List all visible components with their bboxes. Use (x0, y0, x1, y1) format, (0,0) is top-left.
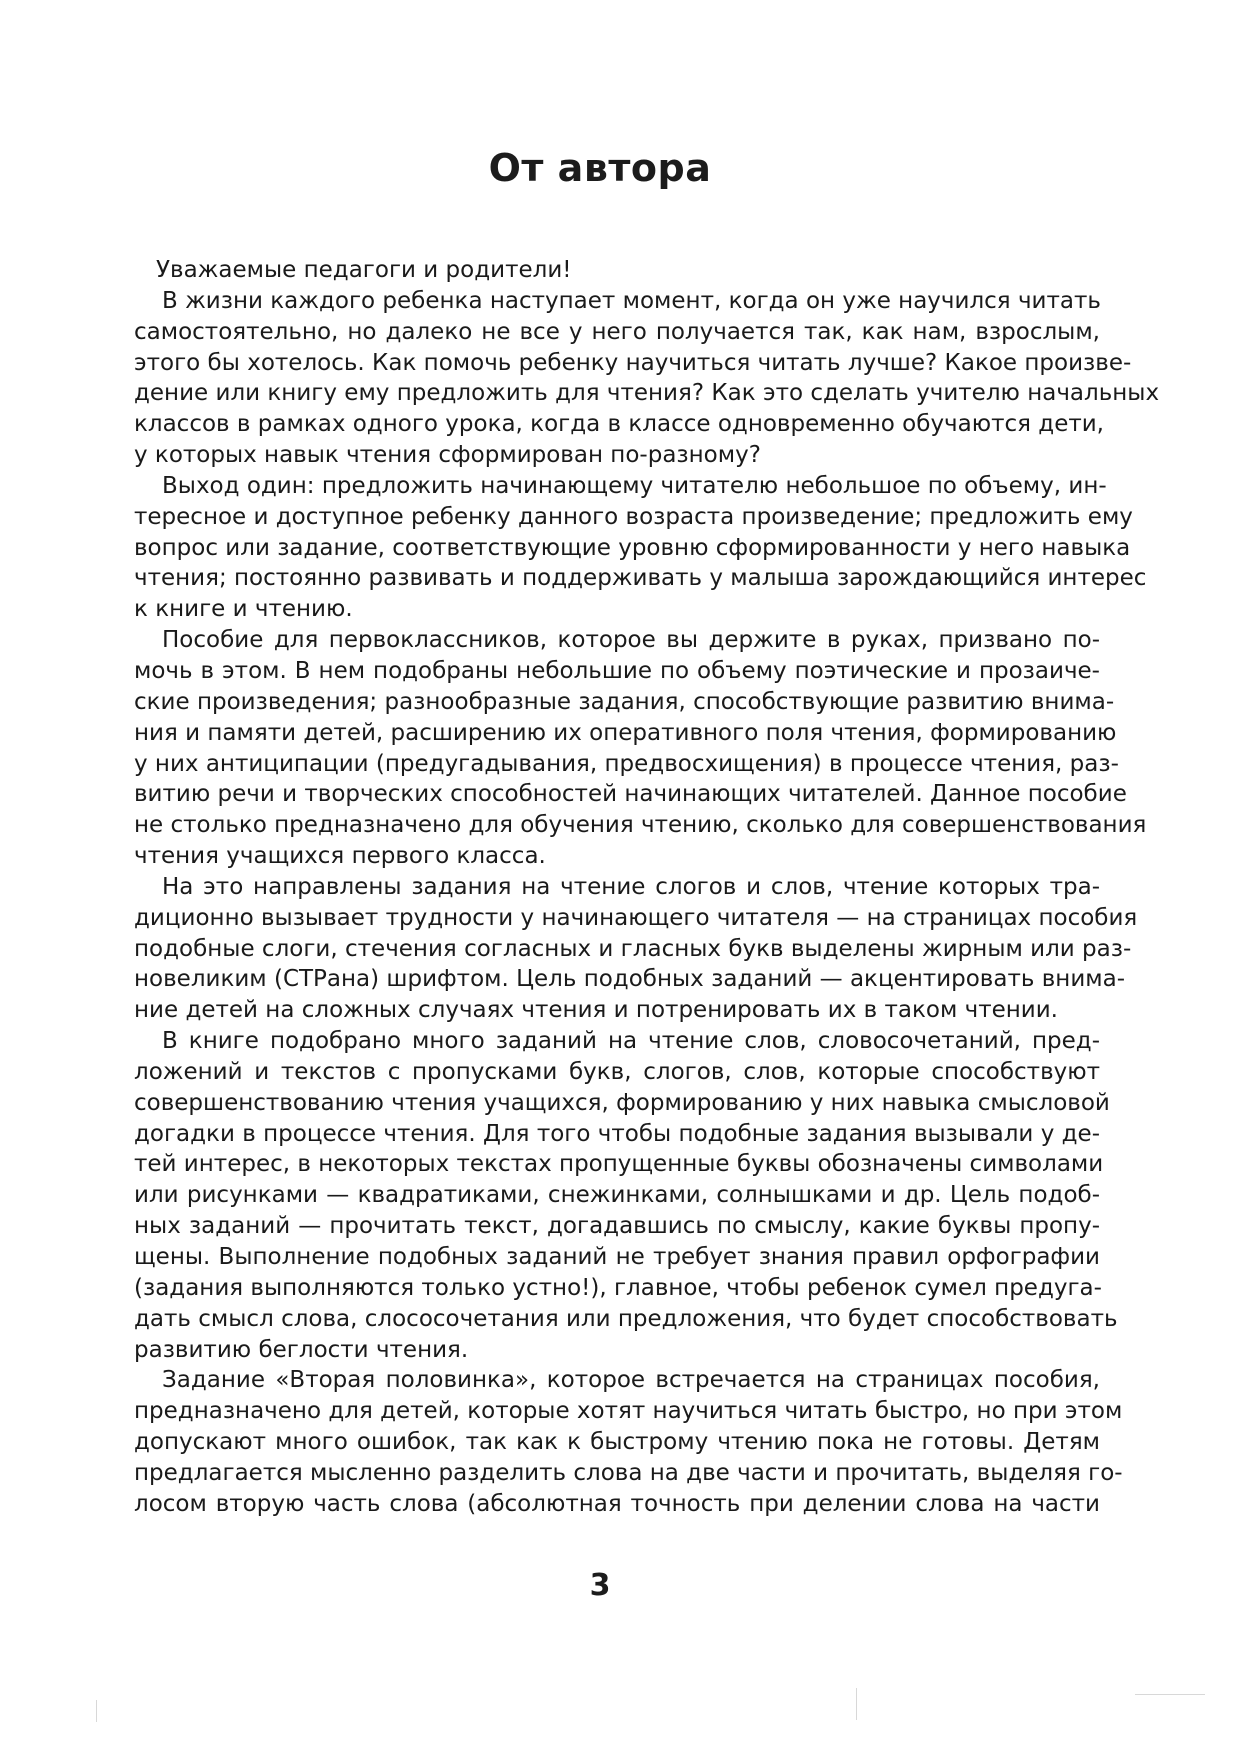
paragraph-3-line-1: Пособие для первоклассников, которое вы держите в руках, призвано по- (162, 627, 1100, 654)
body-text (134, 255, 1160, 1520)
paragraph-2-line-3: вопрос или задание, соответствующие уровню сформированности у него навыка (134, 534, 1131, 561)
paragraph-3-line-4: ния и памяти детей, расширению их оперативного поля чтения, формированию (134, 719, 1117, 746)
paragraph-5-line-5: тей интерес, в некоторых текстах пропущенные буквы обозначены символами (134, 1151, 1104, 1178)
paragraph-2-line-2: тересное и доступное ребенку данного возраста произведение; предложить ему (134, 503, 1133, 530)
paragraph-4-line-5: ние детей на сложных случаях чтения и потренировать их в таком чтении. (134, 997, 1058, 1024)
paragraph-5-line-6: или рисунками — квадратиками, снежинками, солнышками и др. Цель подоб- (134, 1182, 1100, 1209)
paragraph-5-line-1: В книге подобрано много заданий на чтение слов, словосочетаний, пред- (162, 1028, 1100, 1055)
paragraph-6-line-2: предназначено для детей, которые хотят научиться читать быстро, но при этом (134, 1398, 1123, 1425)
greeting-line: Уважаемые педагоги и родители! (156, 257, 572, 283)
paragraph-6-line-5: лосом вторую часть слова (абсолютная точность при делении слова на части (134, 1490, 1100, 1517)
paragraph-5-line-2: ложений и текстов с пропусками букв, слогов, слов, которые способствуют (134, 1058, 1100, 1085)
scan-artifact (1135, 1694, 1205, 1695)
page-number: 3 (589, 1568, 611, 1603)
paragraph-5-line-10: дать смысл слова, слососочетания или предложения, что будет способствовать (134, 1305, 1118, 1332)
paragraph-3-line-3: ские произведения; разнообразные задания, способствующие развитию внима- (134, 688, 1115, 715)
paragraph-4-line-4: новеликим (СТРана) шрифтом. Цель подобных заданий — акцентировать внима- (134, 966, 1126, 993)
paragraph-6-line-4: предлагается мысленно разделить слова на две части и прочитать, выделяя го- (134, 1459, 1123, 1486)
paragraph-1-line-1: В жизни каждого ребенка наступает момент, когда он уже научился читать (162, 287, 1101, 314)
paragraph-6-line-1: Задание «Вторая половинка», которое встречается на страницах пособия, (162, 1367, 1100, 1394)
paragraph-1-line-6: у которых навык чтения сформирован по-разному? (134, 442, 761, 469)
paragraph-5-line-4: догадки в процессе чтения. Для того чтобы подобные задания вызывали у де- (134, 1120, 1100, 1147)
paragraph-3-line-7: не столько предназначено для обучения чтению, сколько для совершенствования (134, 812, 1147, 839)
paragraph-5-line-9: (задания выполняются только устно!), главное, чтобы ребенок сумел предуга- (134, 1274, 1102, 1301)
paragraph-3-line-5: у них антиципации (предугадывания, предвосхищения) в процессе чтения, раз- (134, 750, 1119, 777)
paragraph-3-line-2: мочь в этом. В нем подобраны небольшие по объему поэтические и прозаиче- (134, 657, 1100, 684)
paragraph-5-line-3: совершенствованию чтения учащихся, формированию у них навыка смысловой (134, 1089, 1110, 1116)
paragraph-4-line-2: диционно вызывает трудности у начинающего читателя — на страницах пособия (134, 904, 1138, 931)
scan-artifact (856, 1688, 857, 1720)
paragraph-2-line-1: Выход один: предложить начинающему читателю небольшое по объему, ин- (162, 472, 1107, 499)
paragraph-5-line-8: щены. Выполнение подобных заданий не требует знания правил орфографии (134, 1244, 1100, 1270)
paragraph-3-line-6: витию речи и творческих способностей начинающих читателей. Данное пособие (134, 781, 1127, 808)
paragraph-1-line-3: этого бы хотелось. Как помочь ребенку научиться читать лучше? Какое произве- (134, 349, 1132, 376)
paragraph-3-line-8: чтения учащихся первого класса. (134, 843, 546, 870)
page-title: От автора (488, 146, 712, 190)
paragraph-1-line-2: самостоятельно, но далеко не все у него получается так, как нам, взрослым, (134, 318, 1100, 345)
paragraph-2-line-5: к книге и чтению. (134, 596, 353, 623)
paragraph-1-line-5: классов в рамках одного урока, когда в классе одновременно обучаются дети, (134, 411, 1104, 438)
paragraph-4-line-1: На это направлены задания на чтение слогов и слов, чтение которых тра- (162, 873, 1100, 900)
paragraph-6-line-3: допускают много ошибок, так как к быстрому чтению пока не готовы. Детям (134, 1429, 1100, 1456)
scan-artifact (96, 1700, 97, 1722)
paragraph-5-line-11: развитию беглости чтения. (134, 1336, 469, 1363)
paragraph-1-line-4: дение или книгу ему предложить для чтения? Как это сделать учителю начальных (134, 380, 1160, 407)
paragraph-5-line-7: ных заданий — прочитать текст, догадавшись по смыслу, какие буквы пропу- (134, 1213, 1100, 1240)
paragraph-4-line-3: подобные слоги, стечения согласных и гласных букв выделены жирным или раз- (134, 935, 1132, 962)
paragraph-2-line-4: чтения; постоянно развивать и поддерживать у малыша зарождающийся интерес (134, 565, 1147, 592)
